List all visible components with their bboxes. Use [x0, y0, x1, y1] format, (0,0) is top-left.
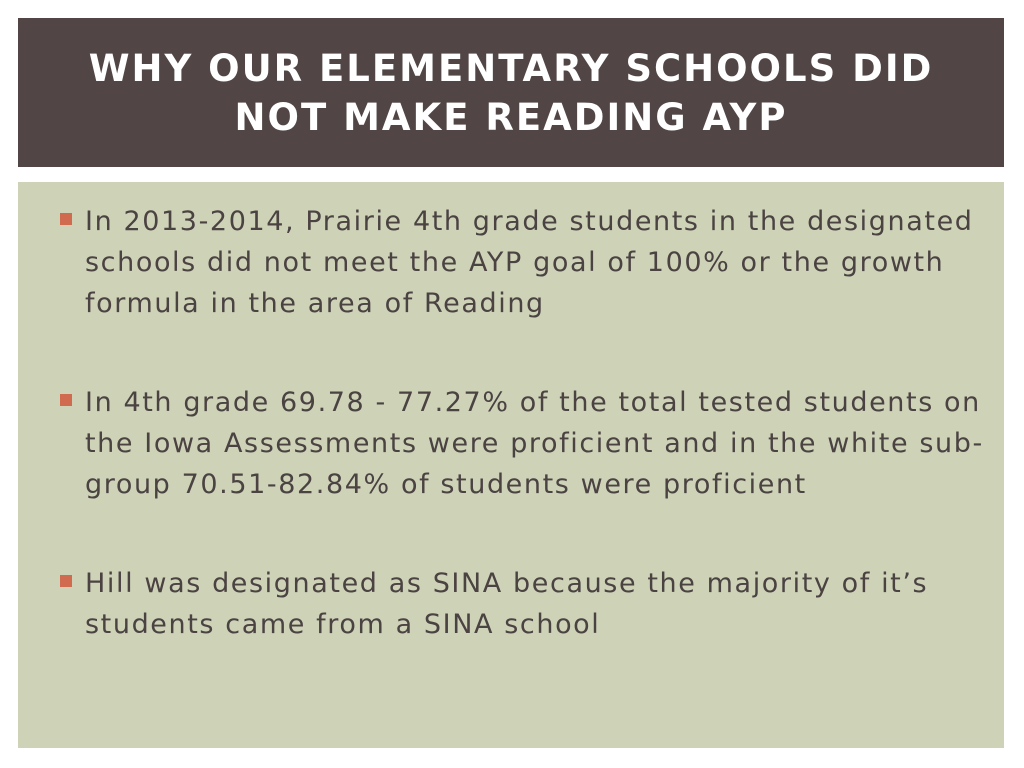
- content-panel: [18, 182, 1004, 748]
- square-bullet-icon: [60, 394, 72, 406]
- bullet-item: [60, 563, 990, 645]
- square-bullet-icon: [60, 575, 72, 587]
- bullet-item: [60, 201, 990, 324]
- bullet-text: In 2013-2014, Prairie 4th grade students in the designated schools did not meet the AYP goal of 100% or the growth formula in the area of Reading: [85, 206, 974, 319]
- slide-title: WHY OUR ELEMENTARY SCHOOLS DID NOT MAKE READING AYP: [88, 46, 934, 139]
- title-bar: [18, 18, 1004, 167]
- bullet-text: In 4th grade 69.78 - 77.27% of the total tested students on the Iowa Assessments were proficient and in the white sub-group 70.51-82.84% of students were proficient: [85, 387, 984, 500]
- square-bullet-icon: [60, 213, 72, 225]
- bullet-list: [60, 201, 990, 703]
- bullet-item: [60, 382, 990, 505]
- bullet-text: Hill was designated as SINA because the majority of it’s students came from a SINA school: [85, 568, 929, 640]
